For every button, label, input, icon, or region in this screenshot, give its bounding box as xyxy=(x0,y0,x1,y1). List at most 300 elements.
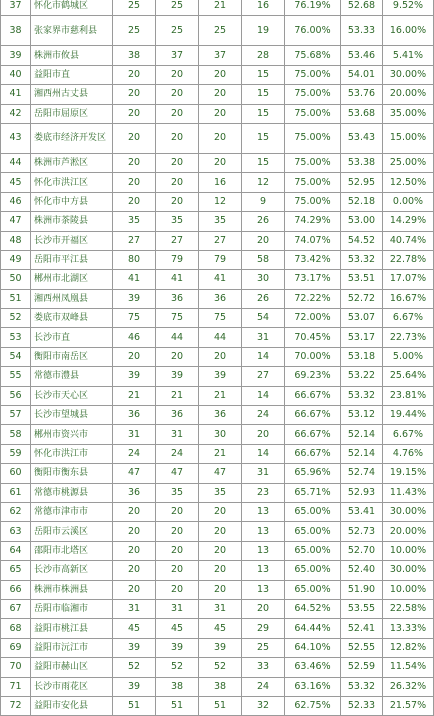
count-cell-2: 20 xyxy=(156,65,199,84)
region-name-cell: 郴州市资兴市 xyxy=(31,425,113,444)
count-cell-3: 39 xyxy=(199,367,242,386)
count-cell-1: 20 xyxy=(113,153,156,172)
rank-cell: 71 xyxy=(1,677,31,696)
table-row xyxy=(1,328,434,347)
count-cell-3: 47 xyxy=(199,464,242,483)
count-cell-3: 30 xyxy=(199,425,242,444)
score-cell: 54.52 xyxy=(341,231,383,250)
rate-cell: 62.75% xyxy=(285,696,341,715)
rate-cell: 76.00% xyxy=(285,16,341,46)
count-cell-2: 21 xyxy=(156,386,199,405)
count-cell-2: 25 xyxy=(156,0,199,16)
percent-cell: 16.67% xyxy=(383,289,434,308)
rank-cell: 52 xyxy=(1,309,31,328)
count-cell-1: 36 xyxy=(113,406,156,425)
count-cell-3: 36 xyxy=(199,289,242,308)
score-cell: 53.17 xyxy=(341,328,383,347)
rank-cell: 63 xyxy=(1,522,31,541)
count-cell-2: 20 xyxy=(156,541,199,560)
region-name-cell: 株洲市株洲县 xyxy=(31,580,113,599)
rate-cell: 75.00% xyxy=(285,85,341,104)
region-name-cell: 益阳市直 xyxy=(31,65,113,84)
count-cell-4: 15 xyxy=(242,123,285,153)
rate-cell: 75.00% xyxy=(285,104,341,123)
count-cell-3: 38 xyxy=(199,677,242,696)
count-cell-3: 37 xyxy=(199,46,242,65)
percent-cell: 13.33% xyxy=(383,619,434,638)
count-cell-1: 31 xyxy=(113,599,156,618)
count-cell-2: 25 xyxy=(156,16,199,46)
count-cell-1: 39 xyxy=(113,367,156,386)
table-row xyxy=(1,367,434,386)
score-cell: 52.41 xyxy=(341,619,383,638)
count-cell-4: 27 xyxy=(242,367,285,386)
rate-cell: 72.22% xyxy=(285,289,341,308)
count-cell-4: 12 xyxy=(242,173,285,192)
rate-cell: 66.67% xyxy=(285,444,341,463)
count-cell-1: 31 xyxy=(113,425,156,444)
score-cell: 52.93 xyxy=(341,483,383,502)
table-row xyxy=(1,65,434,84)
score-cell: 53.32 xyxy=(341,386,383,405)
rank-cell: 61 xyxy=(1,483,31,502)
region-name-cell: 岳阳市临湘市 xyxy=(31,599,113,618)
count-cell-4: 23 xyxy=(242,483,285,502)
percent-cell: 30.00% xyxy=(383,561,434,580)
score-cell: 53.33 xyxy=(341,16,383,46)
count-cell-4: 19 xyxy=(242,16,285,46)
region-name-cell: 岳阳市屈原区 xyxy=(31,104,113,123)
percent-cell: 40.74% xyxy=(383,231,434,250)
percent-cell: 12.50% xyxy=(383,173,434,192)
count-cell-4: 15 xyxy=(242,153,285,172)
rate-cell: 66.67% xyxy=(285,406,341,425)
percent-cell: 14.29% xyxy=(383,212,434,231)
rate-cell: 69.23% xyxy=(285,367,341,386)
region-name-cell: 益阳市沅江市 xyxy=(31,638,113,657)
count-cell-2: 20 xyxy=(156,561,199,580)
table-row xyxy=(1,250,434,269)
percent-cell: 10.00% xyxy=(383,580,434,599)
region-name-cell: 怀化市中方县 xyxy=(31,192,113,211)
table-row xyxy=(1,289,434,308)
percent-cell: 5.41% xyxy=(383,46,434,65)
score-cell: 52.68 xyxy=(341,0,383,16)
count-cell-4: 33 xyxy=(242,658,285,677)
count-cell-1: 25 xyxy=(113,0,156,16)
table-row xyxy=(1,153,434,172)
count-cell-1: 21 xyxy=(113,386,156,405)
count-cell-4: 28 xyxy=(242,46,285,65)
table-row xyxy=(1,123,434,153)
count-cell-1: 39 xyxy=(113,289,156,308)
table-row xyxy=(1,309,434,328)
percent-cell: 21.57% xyxy=(383,696,434,715)
rate-cell: 74.29% xyxy=(285,212,341,231)
rate-cell: 65.96% xyxy=(285,464,341,483)
count-cell-4: 20 xyxy=(242,599,285,618)
table-row xyxy=(1,192,434,211)
count-cell-2: 20 xyxy=(156,347,199,366)
rate-cell: 65.71% xyxy=(285,483,341,502)
region-name-cell: 郴州市北湖区 xyxy=(31,270,113,289)
rank-cell: 68 xyxy=(1,619,31,638)
count-cell-3: 20 xyxy=(199,580,242,599)
score-cell: 52.33 xyxy=(341,696,383,715)
count-cell-4: 54 xyxy=(242,309,285,328)
percent-cell: 22.58% xyxy=(383,599,434,618)
count-cell-1: 39 xyxy=(113,638,156,657)
percent-cell: 15.00% xyxy=(383,123,434,153)
percent-cell: 12.82% xyxy=(383,638,434,657)
rank-cell: 37 xyxy=(1,0,31,16)
table-row xyxy=(1,619,434,638)
count-cell-2: 47 xyxy=(156,464,199,483)
rate-cell: 65.00% xyxy=(285,502,341,521)
rank-cell: 42 xyxy=(1,104,31,123)
count-cell-4: 13 xyxy=(242,541,285,560)
rate-cell: 65.00% xyxy=(285,561,341,580)
score-cell: 52.73 xyxy=(341,522,383,541)
count-cell-2: 35 xyxy=(156,483,199,502)
count-cell-3: 44 xyxy=(199,328,242,347)
count-cell-4: 26 xyxy=(242,212,285,231)
rank-cell: 44 xyxy=(1,153,31,172)
rank-cell: 59 xyxy=(1,444,31,463)
rate-cell: 63.46% xyxy=(285,658,341,677)
count-cell-2: 27 xyxy=(156,231,199,250)
rank-cell: 69 xyxy=(1,638,31,657)
percent-cell: 10.00% xyxy=(383,541,434,560)
region-name-cell: 怀化市洪江区 xyxy=(31,173,113,192)
rank-cell: 53 xyxy=(1,328,31,347)
region-name-cell: 长沙市高新区 xyxy=(31,561,113,580)
count-cell-4: 13 xyxy=(242,522,285,541)
region-name-cell: 益阳市赫山区 xyxy=(31,658,113,677)
count-cell-3: 20 xyxy=(199,104,242,123)
count-cell-3: 20 xyxy=(199,123,242,153)
count-cell-4: 15 xyxy=(242,65,285,84)
score-cell: 52.95 xyxy=(341,173,383,192)
score-cell: 53.55 xyxy=(341,599,383,618)
rank-cell: 65 xyxy=(1,561,31,580)
count-cell-2: 51 xyxy=(156,696,199,715)
count-cell-2: 52 xyxy=(156,658,199,677)
score-cell: 53.38 xyxy=(341,153,383,172)
table-row xyxy=(1,638,434,657)
region-name-cell: 怀化市鹤城区 xyxy=(31,0,113,16)
score-cell: 53.76 xyxy=(341,85,383,104)
count-cell-3: 51 xyxy=(199,696,242,715)
count-cell-1: 38 xyxy=(113,46,156,65)
count-cell-2: 20 xyxy=(156,502,199,521)
count-cell-2: 20 xyxy=(156,123,199,153)
percent-cell: 20.00% xyxy=(383,522,434,541)
region-name-cell: 衡阳市衡东县 xyxy=(31,464,113,483)
count-cell-4: 30 xyxy=(242,270,285,289)
count-cell-2: 79 xyxy=(156,250,199,269)
region-name-cell: 张家界市慈利县 xyxy=(31,16,113,46)
count-cell-3: 25 xyxy=(199,16,242,46)
count-cell-1: 20 xyxy=(113,173,156,192)
count-cell-2: 39 xyxy=(156,638,199,657)
count-cell-1: 20 xyxy=(113,580,156,599)
score-cell: 52.40 xyxy=(341,561,383,580)
count-cell-1: 20 xyxy=(113,192,156,211)
region-name-cell: 益阳市安化县 xyxy=(31,696,113,715)
count-cell-2: 20 xyxy=(156,522,199,541)
percent-cell: 11.43% xyxy=(383,483,434,502)
count-cell-1: 20 xyxy=(113,522,156,541)
percent-cell: 22.78% xyxy=(383,250,434,269)
rate-cell: 73.42% xyxy=(285,250,341,269)
count-cell-3: 20 xyxy=(199,347,242,366)
count-cell-3: 20 xyxy=(199,65,242,84)
rank-cell: 41 xyxy=(1,85,31,104)
rank-cell: 58 xyxy=(1,425,31,444)
count-cell-4: 13 xyxy=(242,580,285,599)
count-cell-1: 27 xyxy=(113,231,156,250)
count-cell-1: 36 xyxy=(113,483,156,502)
rank-cell: 39 xyxy=(1,46,31,65)
region-name-cell: 衡阳市南岳区 xyxy=(31,347,113,366)
count-cell-4: 15 xyxy=(242,104,285,123)
count-cell-2: 20 xyxy=(156,85,199,104)
rate-cell: 75.00% xyxy=(285,173,341,192)
rate-cell: 63.16% xyxy=(285,677,341,696)
count-cell-2: 39 xyxy=(156,367,199,386)
count-cell-4: 29 xyxy=(242,619,285,638)
count-cell-2: 20 xyxy=(156,104,199,123)
count-cell-1: 45 xyxy=(113,619,156,638)
percent-cell: 19.44% xyxy=(383,406,434,425)
count-cell-1: 46 xyxy=(113,328,156,347)
table-row xyxy=(1,561,434,580)
rate-cell: 64.44% xyxy=(285,619,341,638)
score-cell: 53.41 xyxy=(341,502,383,521)
count-cell-2: 75 xyxy=(156,309,199,328)
region-name-cell: 怀化市洪江市 xyxy=(31,444,113,463)
count-cell-1: 20 xyxy=(113,123,156,153)
count-cell-3: 21 xyxy=(199,444,242,463)
table-row xyxy=(1,677,434,696)
count-cell-1: 20 xyxy=(113,561,156,580)
count-cell-3: 20 xyxy=(199,153,242,172)
table-row xyxy=(1,386,434,405)
table-row xyxy=(1,580,434,599)
count-cell-3: 20 xyxy=(199,541,242,560)
count-cell-3: 75 xyxy=(199,309,242,328)
region-name-cell: 湘西州凤凰县 xyxy=(31,289,113,308)
rank-cell: 57 xyxy=(1,406,31,425)
rate-cell: 64.10% xyxy=(285,638,341,657)
rank-cell: 70 xyxy=(1,658,31,677)
rate-cell: 70.00% xyxy=(285,347,341,366)
percent-cell: 11.54% xyxy=(383,658,434,677)
count-cell-3: 39 xyxy=(199,638,242,657)
count-cell-1: 51 xyxy=(113,696,156,715)
rate-cell: 66.67% xyxy=(285,425,341,444)
region-name-cell: 长沙市直 xyxy=(31,328,113,347)
percent-cell: 30.00% xyxy=(383,502,434,521)
score-cell: 53.07 xyxy=(341,309,383,328)
percent-cell: 6.67% xyxy=(383,425,434,444)
count-cell-3: 21 xyxy=(199,386,242,405)
rank-cell: 56 xyxy=(1,386,31,405)
rate-cell: 75.00% xyxy=(285,65,341,84)
count-cell-1: 20 xyxy=(113,347,156,366)
region-name-cell: 常德市澧县 xyxy=(31,367,113,386)
count-cell-3: 12 xyxy=(199,192,242,211)
count-cell-1: 39 xyxy=(113,677,156,696)
table-row xyxy=(1,502,434,521)
percent-cell: 35.00% xyxy=(383,104,434,123)
count-cell-2: 20 xyxy=(156,580,199,599)
score-cell: 52.59 xyxy=(341,658,383,677)
region-name-cell: 娄底市双峰县 xyxy=(31,309,113,328)
region-name-cell: 株洲市攸县 xyxy=(31,46,113,65)
score-cell: 54.01 xyxy=(341,65,383,84)
score-cell: 52.70 xyxy=(341,541,383,560)
count-cell-2: 24 xyxy=(156,444,199,463)
count-cell-1: 47 xyxy=(113,464,156,483)
table-row xyxy=(1,85,434,104)
count-cell-3: 20 xyxy=(199,561,242,580)
region-name-cell: 长沙市天心区 xyxy=(31,386,113,405)
score-cell: 53.32 xyxy=(341,250,383,269)
count-cell-1: 20 xyxy=(113,85,156,104)
rate-cell: 73.17% xyxy=(285,270,341,289)
region-name-cell: 长沙市雨花区 xyxy=(31,677,113,696)
count-cell-3: 45 xyxy=(199,619,242,638)
score-cell: 52.55 xyxy=(341,638,383,657)
table-row xyxy=(1,696,434,715)
percent-cell: 23.81% xyxy=(383,386,434,405)
count-cell-2: 20 xyxy=(156,192,199,211)
count-cell-2: 31 xyxy=(156,425,199,444)
table-row xyxy=(1,173,434,192)
percent-cell: 0.00% xyxy=(383,192,434,211)
count-cell-2: 41 xyxy=(156,270,199,289)
count-cell-3: 52 xyxy=(199,658,242,677)
rank-cell: 55 xyxy=(1,367,31,386)
count-cell-3: 79 xyxy=(199,250,242,269)
percent-cell: 22.73% xyxy=(383,328,434,347)
score-cell: 52.14 xyxy=(341,444,383,463)
count-cell-3: 35 xyxy=(199,483,242,502)
table-row xyxy=(1,16,434,46)
rank-cell: 38 xyxy=(1,16,31,46)
table-row xyxy=(1,444,434,463)
percent-cell: 19.15% xyxy=(383,464,434,483)
score-cell: 52.14 xyxy=(341,425,383,444)
count-cell-4: 31 xyxy=(242,464,285,483)
rate-cell: 65.00% xyxy=(285,541,341,560)
count-cell-1: 25 xyxy=(113,16,156,46)
rank-cell: 60 xyxy=(1,464,31,483)
rank-cell: 66 xyxy=(1,580,31,599)
count-cell-4: 14 xyxy=(242,386,285,405)
table-row xyxy=(1,541,434,560)
region-name-cell: 常德市桃源县 xyxy=(31,483,113,502)
percent-cell: 20.00% xyxy=(383,85,434,104)
rate-cell: 65.00% xyxy=(285,522,341,541)
count-cell-2: 44 xyxy=(156,328,199,347)
rank-cell: 49 xyxy=(1,250,31,269)
rate-cell: 75.00% xyxy=(285,192,341,211)
table-body xyxy=(1,0,434,716)
count-cell-3: 20 xyxy=(199,85,242,104)
table-row xyxy=(1,104,434,123)
table-row xyxy=(1,464,434,483)
count-cell-4: 13 xyxy=(242,502,285,521)
table-row xyxy=(1,347,434,366)
count-cell-2: 37 xyxy=(156,46,199,65)
rate-cell: 76.19% xyxy=(285,0,341,16)
count-cell-2: 38 xyxy=(156,677,199,696)
count-cell-4: 32 xyxy=(242,696,285,715)
percent-cell: 4.76% xyxy=(383,444,434,463)
count-cell-4: 16 xyxy=(242,0,285,16)
table-row xyxy=(1,425,434,444)
count-cell-2: 31 xyxy=(156,599,199,618)
count-cell-2: 20 xyxy=(156,173,199,192)
rank-cell: 67 xyxy=(1,599,31,618)
count-cell-3: 41 xyxy=(199,270,242,289)
count-cell-1: 20 xyxy=(113,65,156,84)
count-cell-4: 13 xyxy=(242,561,285,580)
table-row xyxy=(1,406,434,425)
count-cell-2: 20 xyxy=(156,153,199,172)
rate-cell: 75.68% xyxy=(285,46,341,65)
region-name-cell: 株洲市茶陵县 xyxy=(31,212,113,231)
rank-cell: 64 xyxy=(1,541,31,560)
percent-cell: 26.32% xyxy=(383,677,434,696)
percent-cell: 25.00% xyxy=(383,153,434,172)
table-row xyxy=(1,270,434,289)
count-cell-2: 35 xyxy=(156,212,199,231)
count-cell-3: 35 xyxy=(199,212,242,231)
score-cell: 53.51 xyxy=(341,270,383,289)
rate-cell: 74.07% xyxy=(285,231,341,250)
percent-cell: 6.67% xyxy=(383,309,434,328)
rank-cell: 48 xyxy=(1,231,31,250)
rank-cell: 43 xyxy=(1,123,31,153)
count-cell-3: 20 xyxy=(199,502,242,521)
count-cell-1: 41 xyxy=(113,270,156,289)
region-name-cell: 益阳市桃江县 xyxy=(31,619,113,638)
count-cell-4: 14 xyxy=(242,347,285,366)
table-row xyxy=(1,0,434,16)
rank-cell: 46 xyxy=(1,192,31,211)
count-cell-3: 36 xyxy=(199,406,242,425)
rate-cell: 64.52% xyxy=(285,599,341,618)
count-cell-4: 26 xyxy=(242,289,285,308)
count-cell-1: 35 xyxy=(113,212,156,231)
count-cell-4: 58 xyxy=(242,250,285,269)
count-cell-4: 25 xyxy=(242,638,285,657)
percent-cell: 5.00% xyxy=(383,347,434,366)
percent-cell: 9.52% xyxy=(383,0,434,16)
rank-cell: 47 xyxy=(1,212,31,231)
region-name-cell: 长沙市望城县 xyxy=(31,406,113,425)
count-cell-4: 24 xyxy=(242,677,285,696)
count-cell-2: 36 xyxy=(156,406,199,425)
rate-cell: 65.00% xyxy=(285,580,341,599)
score-cell: 51.90 xyxy=(341,580,383,599)
score-cell: 53.12 xyxy=(341,406,383,425)
rank-cell: 45 xyxy=(1,173,31,192)
